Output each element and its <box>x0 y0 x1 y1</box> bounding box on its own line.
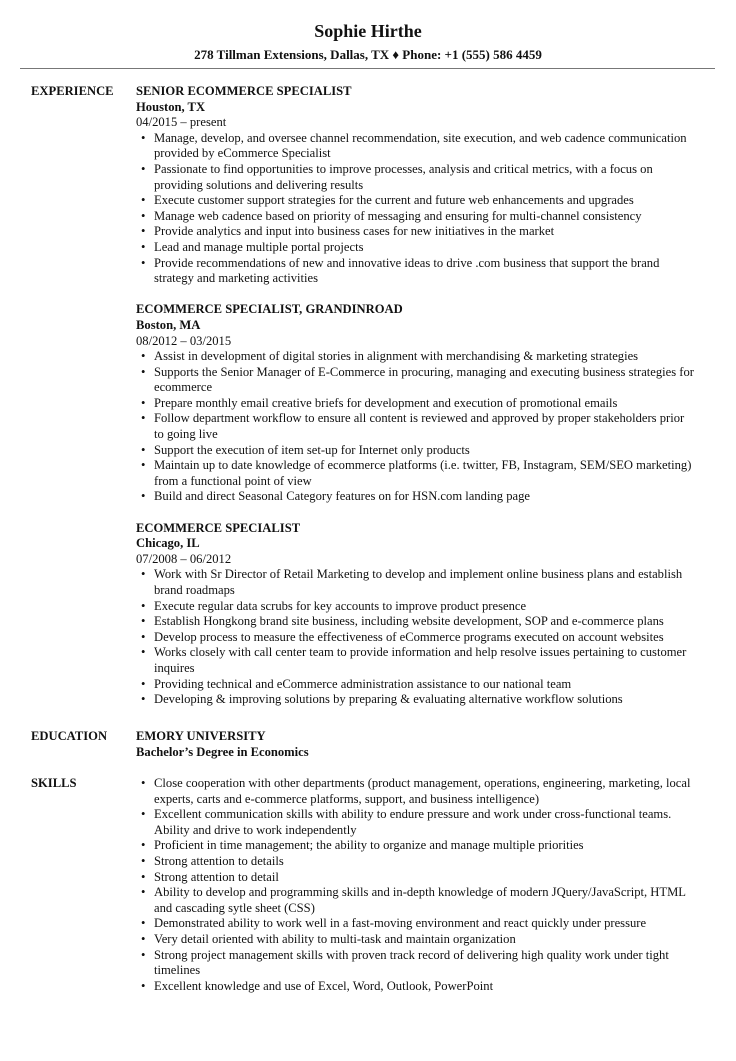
list-item: • Proficient in time management; the ability to organize and manage multiple priorities <box>136 838 696 854</box>
section-label-education: EDUCATION <box>31 729 108 743</box>
job-bullets <box>136 349 696 505</box>
job-dates: 07/2008 – 06/2012 <box>136 551 232 566</box>
job-bullets <box>136 567 696 707</box>
list-item: • Establish Hongkong brand site business, including website development, SOP and e-commerce plans <box>136 614 696 630</box>
list-item: • Strong project management skills with proven track record of delivering high quality work under tight timelines <box>136 948 696 979</box>
list-item: • Passionate to find opportunities to improve processes, analysis and critical metrics, with a focus on providing solutions and delivering results <box>136 162 696 193</box>
education-section <box>136 729 696 760</box>
list-item: • Prepare monthly email creative briefs for development and execution of promotional emails <box>136 396 696 412</box>
list-item: • Excellent communication skills with ability to endure pressure and work under cross-functional teams. Ability and drive to work independently <box>136 807 696 838</box>
list-item: • Maintain up to date knowledge of ecommerce platforms (i.e. twitter, FB, Instagram, SEM/SEO marketing) from a functional point of view <box>136 458 696 489</box>
job-title: SENIOR ECOMMERCE SPECIALIST <box>136 84 352 98</box>
list-item: • Assist in development of digital stories in alignment with merchandising & marketing strategies <box>136 349 696 365</box>
job-entry <box>136 302 696 505</box>
section-label-skills: SKILLS <box>31 776 77 790</box>
resume-name: Sophie Hirthe <box>314 21 422 41</box>
job-bullets <box>136 131 696 287</box>
spacer <box>136 287 696 303</box>
list-item: • Build and direct Seasonal Category features on for HSN.com landing page <box>136 489 696 505</box>
school-name: EMORY UNIVERSITY <box>136 729 266 743</box>
list-item: • Very detail oriented with ability to multi-task and maintain organization <box>136 932 696 948</box>
list-item: • Close cooperation with other departments (product management, operations, engineering, marketing, local experts, carts and e-commerce platforms, support, and business intelligence) <box>136 776 696 807</box>
job-title: ECOMMERCE SPECIALIST <box>136 520 301 535</box>
experience-section <box>136 84 696 708</box>
list-item: • Demonstrated ability to work well in a fast-moving environment and react quickly under pressure <box>136 916 696 932</box>
list-item: • Strong attention to details <box>136 854 696 870</box>
list-item: • Excellent knowledge and use of Excel, Word, Outlook, PowerPoint <box>136 979 696 995</box>
list-item: • Execute regular data scrubs for key accounts to improve product presence <box>136 599 696 615</box>
job-location: Chicago, IL <box>136 536 200 551</box>
job-location: Boston, MA <box>136 317 201 332</box>
job-entry <box>136 84 696 287</box>
list-item: • Provide recommendations of new and innovative ideas to drive .com business that support the brand strategy and marketing activities <box>136 256 696 287</box>
list-item: • Provide analytics and input into business cases for new initiatives in the market <box>136 224 696 240</box>
list-item: • Ability to develop and programming skills and in-depth knowledge of modern JQuery/JavaScript, HTML and cascading sytle sheet (CSS) <box>136 885 696 916</box>
list-item: • Strong attention to detail <box>136 870 696 886</box>
job-dates: 08/2012 – 03/2015 <box>136 333 232 348</box>
list-item: • Execute customer support strategies for the current and future web enhancements and upgrades <box>136 193 696 209</box>
skills-section <box>136 776 696 994</box>
contact-line: 278 Tillman Extensions, Dallas, TX ♦ Phone: +1 (555) 586 4459 <box>194 47 542 62</box>
list-item: • Develop process to measure the effectiveness of eCommerce programs executed on account websites <box>136 630 696 646</box>
list-item: • Follow department workflow to ensure all content is reviewed and approved by proper stakeholders prior to going live <box>136 411 696 442</box>
list-item: • Providing technical and eCommerce administration assistance to our national team <box>136 677 696 693</box>
list-item: • Support the execution of item set-up for Internet only products <box>136 443 696 459</box>
section-label-experience: EXPERIENCE <box>31 84 114 98</box>
header-divider <box>20 68 715 69</box>
degree: Bachelor’s Degree in Economics <box>136 744 309 759</box>
list-item: • Manage web cadence based on priority of messaging and ensuring for multi-channel consistency <box>136 209 696 225</box>
list-item: • Work with Sr Director of Retail Marketing to develop and implement online business plans and establish brand roadmaps <box>136 567 696 598</box>
list-item: • Developing & improving solutions by preparing & evaluating alternative workflow solutions <box>136 692 696 708</box>
list-item: • Lead and manage multiple portal projects <box>136 240 696 256</box>
job-entry <box>136 521 696 708</box>
spacer <box>136 505 696 521</box>
job-dates: 04/2015 – present <box>136 115 227 130</box>
skills-list <box>136 776 696 994</box>
list-item: • Supports the Senior Manager of E-Commerce in procuring, managing and executing business strategies for ecommerce <box>136 365 696 396</box>
list-item: • Works closely with call center team to provide information and help resolve issues pertaining to customer inquires <box>136 645 696 676</box>
list-item: • Manage, develop, and oversee channel recommendation, site execution, and web cadence communication provided by eCommerce Specialist <box>136 131 696 162</box>
job-location: Houston, TX <box>136 99 206 114</box>
job-title: ECOMMERCE SPECIALIST, GRANDINROAD <box>136 302 403 317</box>
